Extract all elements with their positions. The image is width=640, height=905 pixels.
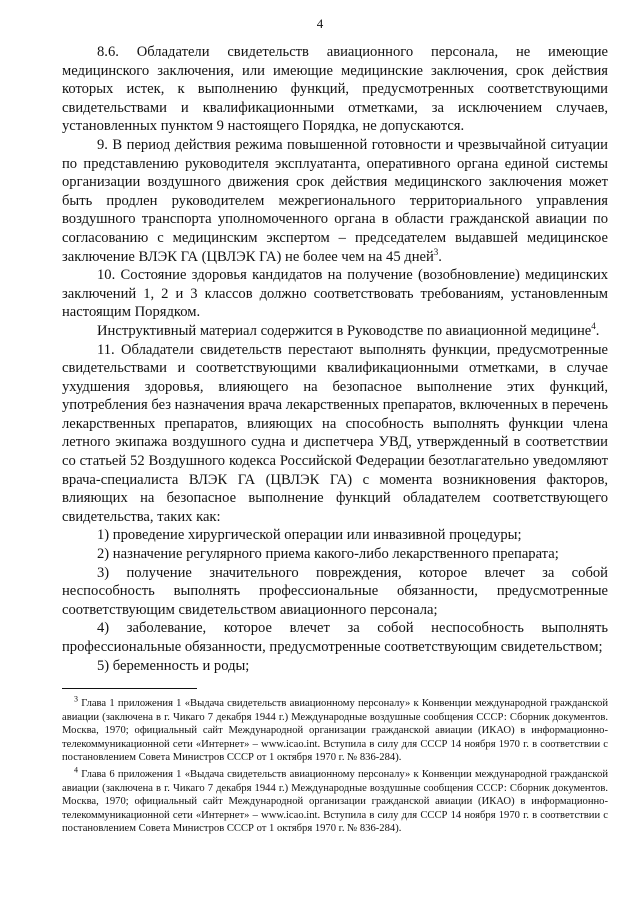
list-item: 1) проведение хирургической операции или инвазивной процедуры; <box>97 527 522 544</box>
footnote-divider <box>62 688 197 689</box>
list-item: 5) беременность и роды; <box>97 657 250 674</box>
footnote-4: $^4$ Глава 6 приложения 1 «Выдача свидетельств авиационному персоналу» к Конвенции международной гражданской авиации (заключена в г. Чикаго 7 декабря 1944 г.) Международные воздушные сообщения СССР: Сборник документов. Москва, 1970; официальный сайт Международной организации гражданской авиации (ИКАО) в информационно-телекоммуникационной сети «Интернет» – www.icao.int. Вступила в силу для СССР 14 ноября 1970 г. в соответствии с постановлением Совета Министров СССР от 1 октября 1970 г. № 836-284). <box>62 765 608 835</box>
footnote-mark: 4 <box>74 765 78 775</box>
footnotes <box>62 694 608 839</box>
list-item: 2) назначение регулярного приема какого-либо лекарственного препарата; <box>97 546 559 563</box>
body-text <box>62 43 608 675</box>
paragraph-8-6: 8.6. Обладатели свидетельств авиационного персонала, не имеющие медицинского заключения, или имеющие медицинские заключения, срок действия которых истек, к выполнению функций, предусмотренных соответствующими свидетельствами и квалификационными отметками, за исключением случаев, установленных пунктом 9 настоящего Порядка, не допускаются. <box>62 44 608 135</box>
footnote-ref-4[interactable]: 4 <box>591 321 596 332</box>
footnote-ref-3[interactable]: 3 <box>433 246 439 257</box>
paragraph-instructive: Инструктивный материал содержится в Руководстве по авиационной медицине$^4$. <box>97 321 600 339</box>
footnote-3: $^3$ Глава 1 приложения 1 «Выдача свидетельств авиационному персоналу» к Конвенции международной гражданской авиации (заключена в г. Чикаго 7 декабря 1944 г.) Международные воздушные сообщения СССР: Сборник документов. Москва, 1970; официальный сайт Международной организации гражданской авиации (ИКАО) в информационно-телекоммуникационной сети «Интернет» – www.icao.int. Вступила в силу для СССР 14 ноября 1970 г. в соответствии с постановлением Совета Министров СССР от 1 октября 1970 г. № 836-284). <box>62 694 608 764</box>
page-number: 4 <box>316 16 324 31</box>
paragraph-11: 11. Обладатели свидетельств перестают выполнять функции, предусмотренные свидетельствами и соответствующими квалификационными отметками, в случае ухудшения здоровья, влияющего на безопасное выполнение этих функций, употребления без назначения врача лекарственных препаратов, включенных в перечень лекарственных препаратов, влияющих на способность выполнять функции члена летного экипажа воздушного судна и диспетчера УВД, утвержденный в соответствии со статьей 52 Воздушного кодекса Российской Федерации безотлагательно уведомляют врача-специалиста ВЛЭК ГА (ЦВЛЭК ГА) с момента возникновения факторов, влияющих на безопасное выполнение функций обладателем соответствующего свидетельства, таких как: <box>62 341 608 525</box>
paragraph-10: 10. Состояние здоровья кандидатов на получение (возобновление) медицинских заключений 1, 2 и 3 классов должно соответствовать требованиям, установленным настоящим Порядком. <box>62 267 608 321</box>
list-item: 4) заболевание, которое влечет за собой неспособность выполнять профессиональные обязанности, предусмотренные соответствующим свидетельством; <box>62 620 608 655</box>
paragraph-9: 9. В период действия режима повышенной готовности и чрезвычайной ситуации по представлению руководителя эксплуатанта, оперативного органа единой системы организации воздушного движения срок действия медицинского заключения может быть продлен руководителем межрегионального территориального управления воздушного транспорта уполномоченного органа в области гражданской авиации по согласованию с медицинским экспертом – председателем выдавшей медицинское заключение ВЛЭК ГА (ЦВЛЭК ГА) не более чем на 45 дней$^3$. <box>62 136 608 265</box>
list-item: 3) получение значительного повреждения, которое влечет за собой неспособность выполнять профессиональные обязанности, предусмотренные соответствующим свидетельством авиационного персонала; <box>62 564 608 618</box>
footnote-mark: 3 <box>74 694 78 704</box>
